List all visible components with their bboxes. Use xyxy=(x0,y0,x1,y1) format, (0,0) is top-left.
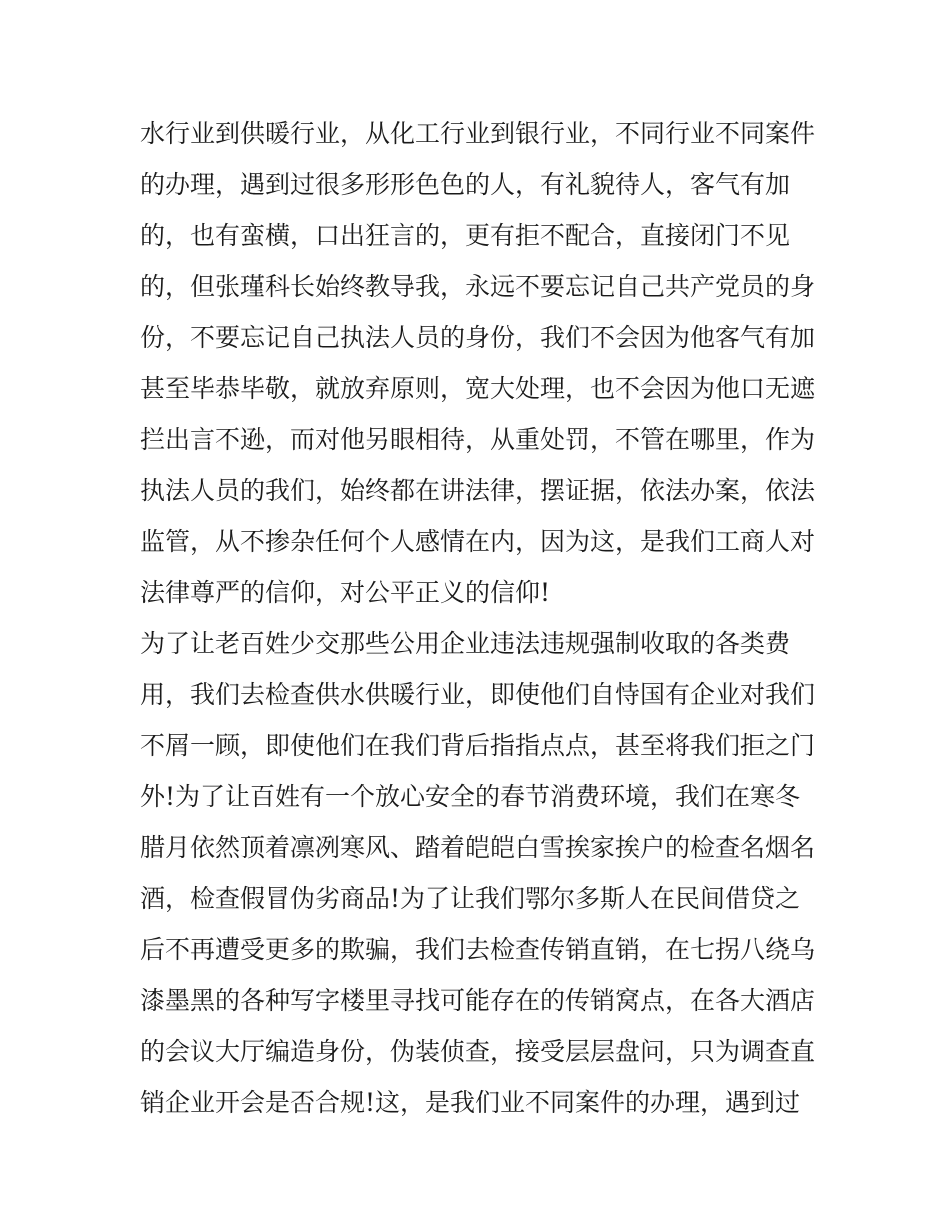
text-line: 漆墨黑的各种写字楼里寻找可能存在的传销窝点，在各大酒店 xyxy=(140,986,816,1015)
text-line: 水行业到供暖行业，从化工行业到银行业，不同行业不同案件 xyxy=(140,119,816,148)
text-line: 腊月依然顶着凛冽寒风、踏着皑皑白雪挨家挨户的检查名烟名 xyxy=(140,833,816,862)
text-line: 销企业开会是否合规!这，是我们业不同案件的办理，遇到过 xyxy=(140,1088,801,1117)
text-line: 拦出言不逊，而对他另眼相待，从重处罚，不管在哪里，作为 xyxy=(140,425,816,454)
text-line: 监管，从不掺杂任何个人感情在内，因为这，是我们工商人对 xyxy=(140,527,816,556)
text-line: 外!为了让百姓有一个放心安全的春节消费环境，我们在寒冬 xyxy=(140,782,801,811)
text-line: 的，也有蛮横，口出狂言的，更有拒不配合，直接闭门不见 xyxy=(140,221,791,250)
text-line: 用，我们去检查供水供暖行业，即使他们自恃国有企业对我们 xyxy=(140,680,816,709)
text-line: 执法人员的我们，始终都在讲法律，摆证据，依法办案，依法 xyxy=(140,476,816,505)
text-line: 后不再遭受更多的欺骗，我们去检查传销直销，在七拐八绕乌 xyxy=(140,935,816,964)
text-line: 酒，检查假冒伪劣商品!为了让我们鄂尔多斯人在民间借贷之 xyxy=(140,884,801,913)
text-line: 法律尊严的信仰，对公平正义的信仰! xyxy=(140,578,551,607)
body-text xyxy=(140,108,820,1128)
text-line: 的，但张瑾科长始终教导我，永远不要忘记自己共产党员的身 xyxy=(140,272,816,301)
text-line: 的办理，遇到过很多形形色色的人，有礼貌待人，客气有加 xyxy=(140,170,791,199)
text-line: 的会议大厅编造身份，伪装侦查，接受层层盘问，只为调查直 xyxy=(140,1037,816,1066)
text-line: 份，不要忘记自己执法人员的身份，我们不会因为他客气有加 xyxy=(140,323,816,352)
text-line: 为了让老百姓少交那些公用企业违法违规强制收取的各类费 xyxy=(140,629,791,658)
text-line: 不屑一顾，即使他们在我们背后指指点点，甚至将我们拒之门 xyxy=(140,731,816,760)
text-line: 甚至毕恭毕敬，就放弃原则，宽大处理，也不会因为他口无遮 xyxy=(140,374,816,403)
